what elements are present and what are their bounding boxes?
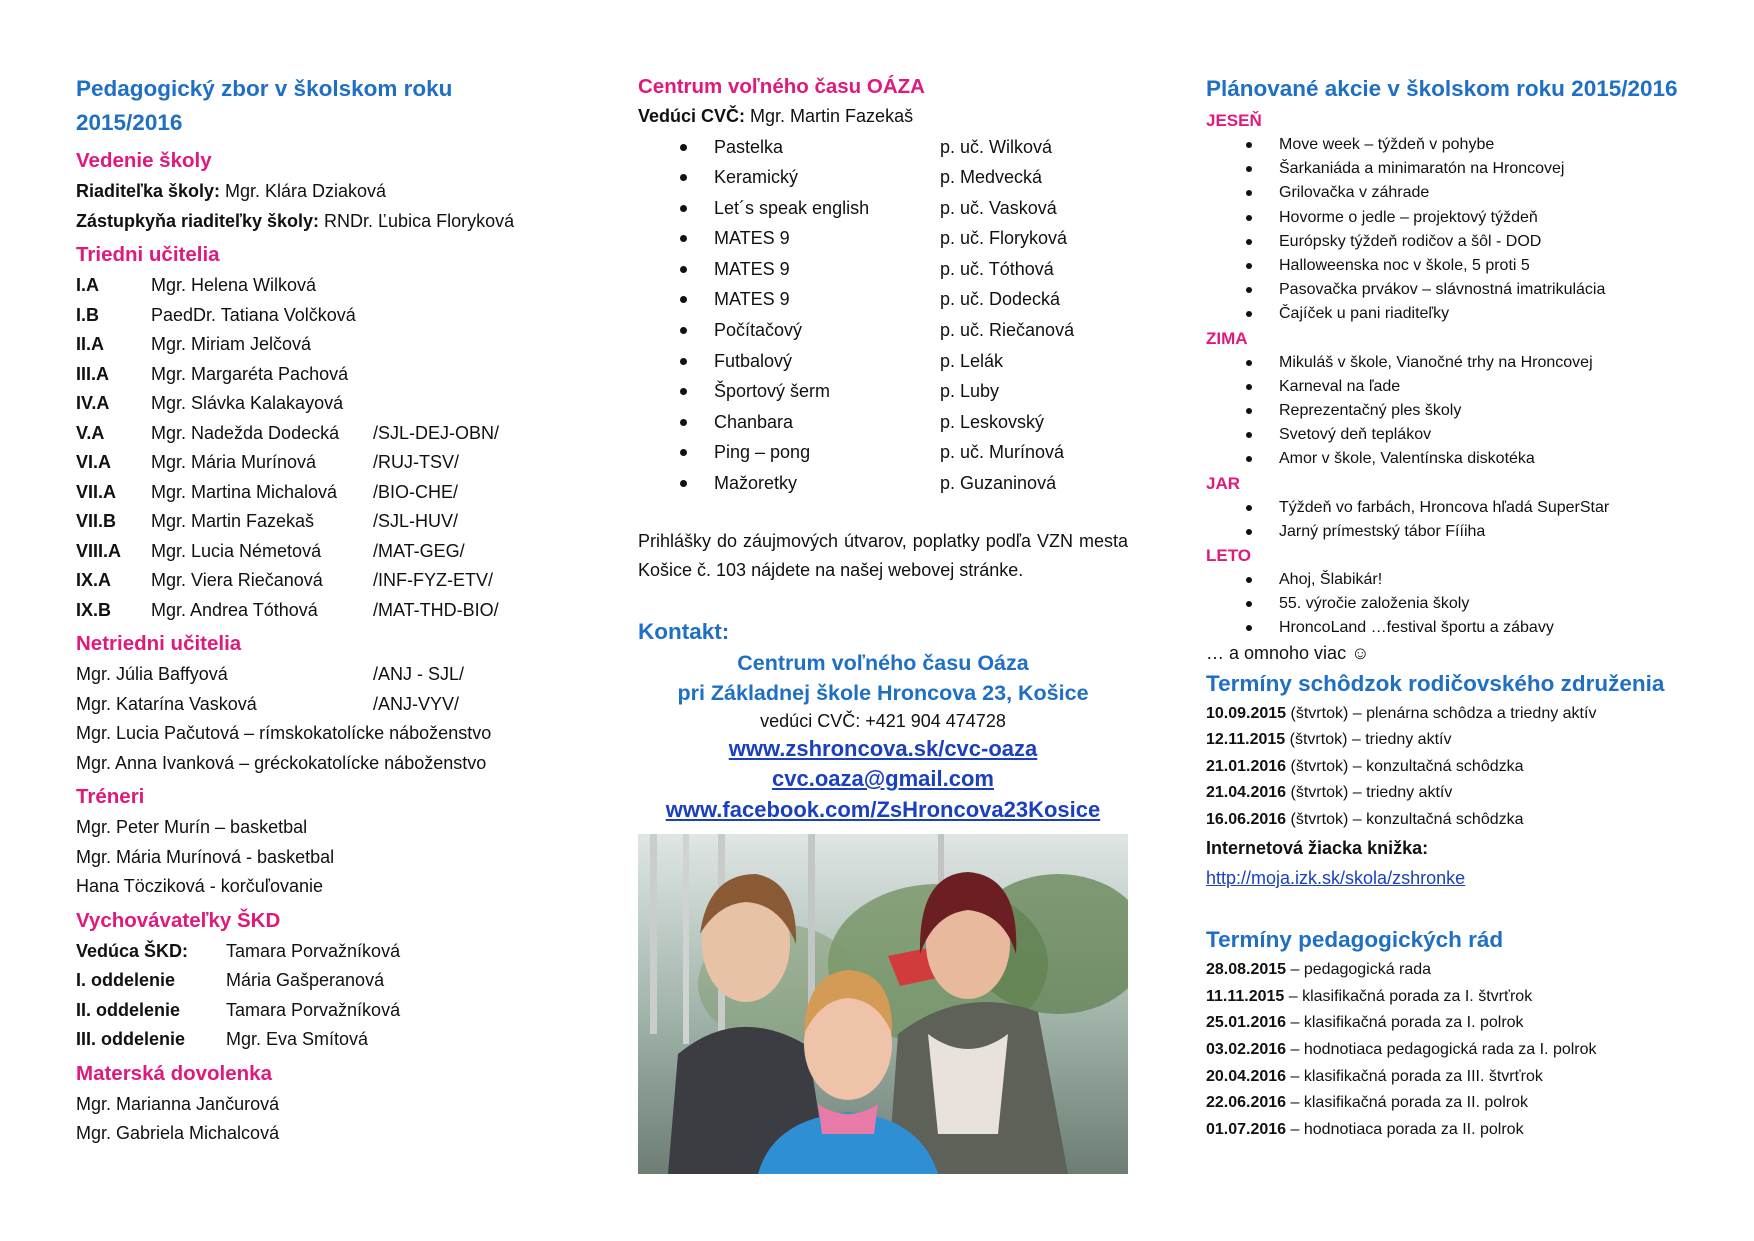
- teacher-subjects: /MAT-GEG/: [373, 540, 465, 561]
- list-item: Halloweenska noc v škole, 5 proti 5: [1206, 254, 1706, 278]
- cvc-leader-line: [638, 102, 1128, 132]
- list-item: Amor v škole, Valentínska diskotéka: [1206, 447, 1706, 471]
- teacher-subjects: [373, 271, 556, 301]
- meeting-text: (štvrtok) – konzultačná schôdzka: [1286, 757, 1524, 775]
- class-teachers-table: [76, 271, 556, 625]
- council-row: [1206, 957, 1706, 984]
- council-date: 03.02.2016: [1206, 1040, 1287, 1058]
- website-link[interactable]: www.zshroncova.sk/cvc-oaza: [728, 735, 1038, 761]
- list-item: Hovorme o jedle – projektový týždeň: [1206, 206, 1706, 230]
- skd-label: Vedúca ŠKD:: [76, 940, 189, 961]
- teacher-subjects: /SJL-DEJ-OBN/: [373, 422, 500, 443]
- list-item: 55. výročie založenia školy: [1206, 592, 1706, 616]
- teacher-name: Mgr. Margaréta Pachová: [151, 363, 349, 384]
- deputy-label: Zástupkyňa riaditeľky školy:: [76, 210, 320, 231]
- council-text: – hodnotiaca pedagogická rada za I. polrok: [1286, 1040, 1597, 1058]
- coaches-heading: Tréneri: [76, 785, 145, 808]
- list-item: Jarný prímestský tábor Fííiha: [1206, 520, 1706, 544]
- meeting-date: 21.04.2016: [1206, 784, 1287, 802]
- skd-label: III. oddelenie: [76, 1029, 186, 1049]
- teacher-subjects: [373, 360, 556, 390]
- list-item: [638, 346, 1128, 377]
- coach-line: Mgr. Mária Murínová - basketbal: [76, 846, 335, 867]
- list-item: [638, 315, 1128, 346]
- list-item: [638, 162, 1128, 193]
- staff-title: Pedagogický zbor v školskom roku 2015/2016: [76, 76, 453, 135]
- club-teacher: p. uč. Riečanová: [940, 320, 1075, 341]
- email-link[interactable]: cvc.oaza@gmail.com: [772, 766, 994, 792]
- council-date: 28.08.2015: [1206, 961, 1287, 979]
- club-name: Keramický: [714, 167, 799, 188]
- cvc-title: Centrum voľného času OÁZA: [638, 75, 925, 98]
- cvc-leader-label: Vedúci CVČ:: [638, 106, 746, 126]
- cvc-leader-name: Mgr. Martin Fazekaš: [745, 106, 914, 126]
- contact-block: [638, 648, 1128, 826]
- teacher-name: Mgr. Slávka Kalakayová: [151, 393, 344, 413]
- skd-label: II. oddelenie: [76, 999, 181, 1020]
- group-photo-illustration: [638, 834, 1128, 1174]
- class-label: IX.A: [76, 570, 112, 590]
- director-line: [76, 177, 556, 207]
- teacher-subjects: /BIO-CHE/: [373, 481, 459, 502]
- column-cvc: [638, 72, 1128, 825]
- club-name: Ping – pong: [714, 442, 811, 463]
- club-name: Mažoretky: [714, 473, 798, 494]
- list-item: Európsky týždeň rodičov a šôl - DOD: [1206, 230, 1706, 254]
- class-label: VIII.A: [76, 540, 122, 561]
- club-name: MATES 9: [714, 228, 790, 249]
- teacher-subjects: /RUJ-TSV/: [373, 452, 460, 472]
- winter-events: [1206, 351, 1706, 472]
- list-item: [638, 254, 1128, 285]
- skd-name: Tamara Porvažníková: [226, 940, 401, 961]
- list-item: [638, 468, 1128, 499]
- skd-name: Mgr. Eva Smítová: [226, 1029, 369, 1049]
- contact-phone: vedúci CVČ: +421 904 474728: [760, 710, 1006, 731]
- teacher-subjects: [373, 330, 556, 360]
- meeting-date: 12.11.2015: [1206, 731, 1286, 749]
- class-label: I.B: [76, 304, 100, 325]
- skd-name: Tamara Porvažníková: [226, 999, 401, 1020]
- list-item: [638, 376, 1128, 407]
- column-staff: [76, 72, 556, 1149]
- other-teachers-heading: Netriedni učitelia: [76, 632, 242, 655]
- class-label: VII.A: [76, 481, 117, 502]
- list-item: Reprezentačný ples školy: [1206, 399, 1706, 423]
- list-item: Mikuláš v škole, Vianočné trhy na Hroncovej: [1206, 351, 1706, 375]
- club-name: MATES 9: [714, 289, 790, 310]
- deputy-line: [76, 207, 556, 237]
- club-name: Futbalový: [714, 350, 793, 371]
- meeting-row: [1206, 727, 1706, 754]
- class-teachers-heading: Triedni učitelia: [76, 243, 220, 266]
- council-date: 01.07.2016: [1206, 1120, 1287, 1138]
- director-label: Riaditeľka školy:: [76, 181, 220, 201]
- teacher-name: Mgr. Viera Riečanová: [151, 570, 323, 590]
- skd-table: [76, 937, 556, 1055]
- council-text: – klasifikačná porada za I. štvrťrok: [1284, 987, 1533, 1005]
- meeting-date: 16.06.2016: [1206, 811, 1287, 829]
- maternity-heading: Materská dovolenka: [76, 1061, 272, 1085]
- deputy-name: RNDr. Ľubica Floryková: [319, 210, 515, 231]
- group-photo: [638, 834, 1128, 1174]
- meeting-text: (štvrtok) – triedny aktív: [1285, 731, 1452, 749]
- teacher-name: Mgr. Andrea Tóthová: [151, 599, 318, 620]
- club-teacher: p. Luby: [940, 381, 1000, 402]
- contact-org-address: pri Základnej škole Hroncova 23, Košice: [677, 680, 1089, 705]
- club-teacher: p. Lelák: [940, 350, 1004, 371]
- council-text: – klasifikačná porada za II. polrok: [1286, 1094, 1528, 1112]
- club-teacher: p. uč. Tóthová: [940, 258, 1054, 279]
- list-item: [638, 284, 1128, 315]
- list-item: [638, 437, 1128, 468]
- list-item: Pasovačka prvákov – slávnostná imatrikulácia: [1206, 278, 1706, 302]
- meeting-date: 21.01.2016: [1206, 757, 1287, 775]
- club-list: [638, 132, 1128, 499]
- teacher-name: Mgr. Mária Murínová: [151, 452, 317, 472]
- councils-heading: Termíny pedagogických rád: [1206, 927, 1504, 953]
- club-name: MATES 9: [714, 258, 790, 279]
- council-row: [1206, 984, 1706, 1011]
- season-autumn: JESEŇ: [1206, 111, 1262, 130]
- meeting-date: 10.09.2015: [1206, 704, 1287, 722]
- management-heading: Vedenie školy: [76, 149, 212, 172]
- class-label: II.A: [76, 334, 105, 354]
- class-label: I.A: [76, 275, 100, 295]
- facebook-link[interactable]: www.facebook.com/ZsHroncova23Kosice: [665, 796, 1101, 822]
- coach-line: Mgr. Peter Murín – basketbal: [76, 817, 308, 837]
- maternity-line: Mgr. Gabriela Michalcová: [76, 1123, 280, 1143]
- council-row: [1206, 1117, 1706, 1144]
- list-item: [638, 132, 1128, 163]
- coach-line: Hana Töcziková - korčuľovanie: [76, 876, 324, 896]
- summer-events: [1206, 568, 1706, 641]
- list-item: Týždeň vo farbách, Hroncova hľadá SuperStar: [1206, 496, 1706, 520]
- director-name: Mgr. Klára Dziaková: [220, 181, 387, 201]
- list-item: [638, 193, 1128, 224]
- more-events-note: … a omnoho viac ☺: [1206, 642, 1370, 663]
- club-teacher: p. uč. Vasková: [940, 197, 1057, 218]
- list-item: Move week – týždeň v pohybe: [1206, 133, 1706, 157]
- teacher-name: Mgr. Lucia Németová: [151, 540, 322, 561]
- club-teacher: p. Guzaninová: [940, 473, 1057, 494]
- religion-teacher-line: Mgr. Lucia Pačutová – rímskokatolícke náboženstvo: [76, 723, 492, 743]
- class-label: VI.A: [76, 452, 112, 472]
- skd-name: Mária Gašperanová: [226, 970, 385, 990]
- club-name: Počítačový: [714, 320, 803, 341]
- club-teacher: p. uč. Dodecká: [940, 289, 1061, 310]
- class-label: V.A: [76, 422, 105, 443]
- teacher-subjects: /INF-FYZ-ETV/: [373, 570, 493, 590]
- izk-label: Internetová žiacka knižka:: [1206, 837, 1429, 858]
- list-item: Ahoj, Šlabikár!: [1206, 568, 1706, 592]
- list-item: [638, 407, 1128, 438]
- teacher-name: PaedDr. Tatiana Volčková: [151, 304, 356, 325]
- teacher-subjects: /MAT-THD-BIO/: [373, 599, 499, 620]
- list-item: [638, 223, 1128, 254]
- teacher-name: Mgr. Nadežda Dodecká: [151, 422, 340, 443]
- meeting-text: (štvrtok) – konzultačná schôdzka: [1286, 811, 1524, 829]
- class-label: III.A: [76, 363, 110, 384]
- class-label: VII.B: [76, 511, 117, 531]
- izk-link[interactable]: http://moja.izk.sk/skola/zshronke: [1206, 868, 1466, 889]
- list-item: Grilovačka v záhrade: [1206, 181, 1706, 205]
- teacher-name: Mgr. Katarína Vasková: [76, 693, 257, 714]
- teacher-name: Mgr. Martina Michalová: [151, 481, 338, 502]
- class-label: IV.A: [76, 393, 110, 413]
- season-summer: LETO: [1206, 546, 1252, 566]
- club-teacher: p. Leskovský: [940, 411, 1045, 432]
- teacher-name: Mgr. Martin Fazekaš: [151, 511, 315, 531]
- club-teacher: p. uč. Wilková: [940, 136, 1053, 157]
- maternity-line: Mgr. Marianna Jančurová: [76, 1093, 280, 1114]
- other-teachers-table: [76, 660, 556, 719]
- autumn-events: [1206, 133, 1706, 327]
- club-name: Pastelka: [714, 136, 784, 157]
- council-row: [1206, 1090, 1706, 1117]
- club-teacher: p. uč. Floryková: [940, 228, 1068, 249]
- meeting-text: (štvrtok) – triedny aktív: [1286, 784, 1453, 802]
- meeting-row: [1206, 754, 1706, 781]
- club-teacher: p. Medvecká: [940, 167, 1043, 188]
- club-teacher: p. uč. Murínová: [940, 442, 1065, 463]
- registration-note: Prihlášky do záujmových útvarov, poplatky podľa VZN mesta Košice č. 103 nájdete na našej webovej stránke.: [638, 530, 1128, 581]
- council-text: – pedagogická rada: [1286, 961, 1432, 979]
- list-item: Karneval na ľade: [1206, 375, 1706, 399]
- list-item: HroncoLand …festival športu a zábavy: [1206, 616, 1706, 640]
- season-winter: ZIMA: [1206, 328, 1248, 348]
- events-title: Plánované akcie v školskom roku 2015/2016: [1206, 76, 1678, 101]
- meeting-row: [1206, 701, 1706, 728]
- contact-org-name: Centrum voľného času Oáza: [737, 650, 1029, 675]
- teacher-subjects: /ANJ - SJL/: [373, 664, 465, 684]
- skd-heading: Vychovávateľky ŠKD: [76, 908, 281, 932]
- teacher-subjects: /SJL-HUV/: [373, 511, 459, 531]
- council-text: – klasifikačná porada za III. štvrťrok: [1286, 1067, 1543, 1085]
- meeting-row: [1206, 807, 1706, 834]
- list-item: Svetový deň teplákov: [1206, 423, 1706, 447]
- council-row: [1206, 1010, 1706, 1037]
- council-date: 25.01.2016: [1206, 1014, 1287, 1032]
- skd-label: I. oddelenie: [76, 970, 176, 990]
- meetings-heading: Termíny schôdzok rodičovského združenia: [1206, 670, 1665, 696]
- contact-heading: Kontakt:: [638, 618, 730, 644]
- religion-teacher-line: Mgr. Anna Ivanková – gréckokatolícke náboženstvo: [76, 752, 487, 773]
- list-item: Šarkaniáda a minimaratón na Hroncovej: [1206, 157, 1706, 181]
- council-date: 20.04.2016: [1206, 1067, 1287, 1085]
- list-item: Čajíček u pani riaditeľky: [1206, 302, 1706, 326]
- teacher-name: Mgr. Helena Wilková: [151, 275, 317, 295]
- council-date: 22.06.2016: [1206, 1094, 1287, 1112]
- club-name: Let´s speak english: [714, 197, 870, 218]
- meeting-text: (štvrtok) – plenárna schôdza a triedny aktív: [1286, 704, 1597, 722]
- council-text: – hodnotiaca porada za II. polrok: [1286, 1120, 1524, 1138]
- teacher-subjects: [373, 301, 556, 331]
- class-label: IX.B: [76, 599, 112, 620]
- teacher-subjects: [373, 389, 556, 419]
- teacher-name: Mgr. Júlia Baffyová: [76, 664, 228, 684]
- spring-events: [1206, 496, 1706, 544]
- teacher-name: Mgr. Miriam Jelčová: [151, 334, 312, 354]
- column-events: [1206, 72, 1706, 1143]
- teacher-subjects: /ANJ-VYV/: [373, 693, 460, 714]
- council-text: – klasifikačná porada za I. polrok: [1286, 1014, 1524, 1032]
- council-row: [1206, 1064, 1706, 1091]
- club-name: Chanbara: [714, 411, 794, 432]
- council-date: 11.11.2015: [1206, 987, 1285, 1005]
- meeting-row: [1206, 780, 1706, 807]
- season-spring: JAR: [1206, 473, 1241, 493]
- council-row: [1206, 1037, 1706, 1064]
- club-name: Športový šerm: [714, 381, 831, 402]
